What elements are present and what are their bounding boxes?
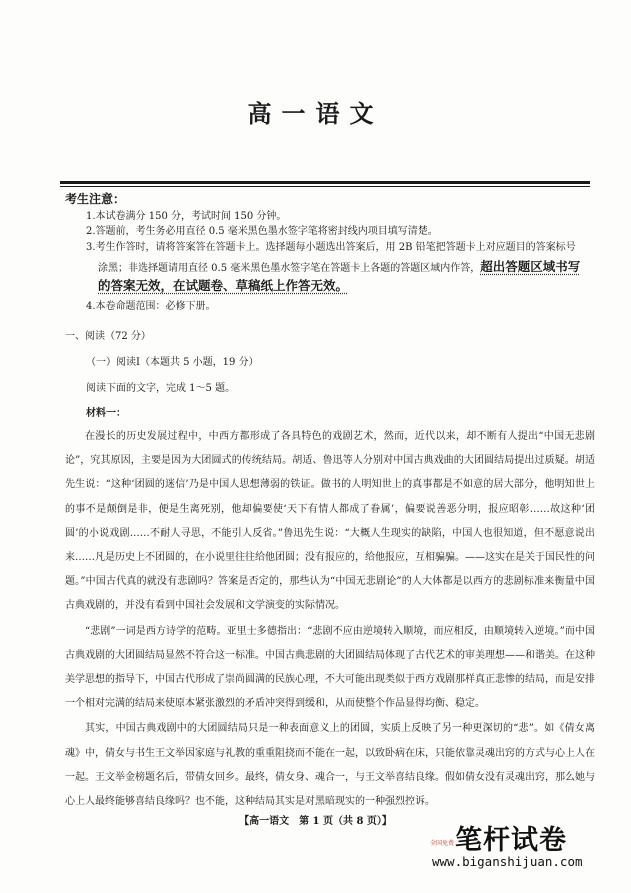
watermark-url: www.biganshijuan.com: [432, 854, 583, 869]
page-footer: 【高一语文 第 1 页（共 8 页）】: [239, 816, 392, 827]
notice-item-1: 1.本试卷满分 150 分，考试时间 150 分钟。: [86, 211, 287, 222]
passage-body: [65, 425, 595, 815]
material-label: 材料一：: [86, 408, 126, 419]
notice-item-2: 2.答题前，考生务必用直径 0.5 毫米黑色墨水签字笔将密封线内项目填写清楚。: [86, 226, 438, 237]
notice-item-3: 3.考生作答时，请将答案答在答题卡上。选择题每小题选出答案后，用 2B 铅笔把答题卡上对应题目的答案标号: [86, 242, 576, 253]
header-rule-thick: [60, 181, 590, 184]
notice-item-3-emphasis: 超出答题区域书写: [480, 259, 581, 274]
passage-paragraph: 在漫长的历史发展过程中，中西方都形成了各具特色的戏剧艺术，然而，近代以来，却不断有人提出“中国无悲剧论”，究其原因，主要是因为大团圆式的传统结局。胡适、鲁迅等人分别对中国古典戏曲的大团圆结局提出过质疑。胡适先生说：“这种‘团圆的迷信’乃是中国人思想薄弱的铁证。做书的人明知世上的真事都是不如意的居大部分，他明知世上的事不是颠倒是非，便是生离死别，他却偏要使‘天下有情人都成了眷属’，偏要说善恶分明，报应昭彰……故这种‘团圆’的小说戏剧……不耐人寻思，不能引人反省。”鲁迅先生说：“大概人生现实的缺陷，中国人也很知道，但不愿意说出来……凡是历史上不团圆的，在小说里往往给他团圆；没有报应的，给他报应，互相骗骗。——这实在是关于国民性的问题。”中国古代真的就没有悲剧吗？答案是否定的，那些认为“中国无悲剧论”的人大体都是以西方的悲剧标准来衡量中国古典戏剧的，并没有看到中国社会发展和文学演变的实际情况。: [65, 431, 595, 612]
passage-paragraph: 其实，中国古典戏剧中的大团圆结局只是一种表面意义上的团圆，实质上反映了另一种更深切的“悲”。如《倩女离魂》中，倩女与书生王文举因家庭与礼教的重重阻挠而不能在一起，以致卧病在床，只能依靠灵魂出窍的方式与心上人在一起。王文举金榜题名后，带倩女回乡。最终，倩女身、魂合一，与王文举喜结良缘。假如倩女没有灵魂出窍，那么她与心上人最终能够喜结良缘吗？也不能，这种结局其实是对黑暗现实的一种强烈控诉。: [65, 723, 595, 808]
watermark-logo: 笔杆试卷: [455, 825, 567, 856]
notice-item-3-line-2: [98, 260, 598, 276]
passage-paragraph: “悲剧”一词是西方诗学的范畴。亚里士多德指出：“悲剧不应由逆境转入顺境，而应相反，由顺境转入逆境。”而中国古典戏剧的大团圆结局显然不符合这一标准。中国古典悲剧的大团圆结局体现了古代艺术的审美理想——和谐美。在这种美学思想的指导下，中国古代形成了崇尚圆满的民族心理，不大可能出现类似于西方戏剧那样真正悲惨的结局，而是安排一个相对完满的结局来使原本紧张激烈的矛盾冲突得到缓和，从而使整个作品显得均衡、稳定。: [65, 625, 595, 710]
header-rule-thin: [60, 186, 590, 187]
subsection-heading: （一）阅读Ⅰ（本题共 5 小题，19 分）: [86, 357, 259, 368]
page-title: 高一语文: [247, 99, 384, 128]
notice-item-4: 4.本卷命题范围：必修下册。: [86, 301, 216, 312]
section-heading: 一、阅读（72 分）: [65, 331, 151, 342]
notice-heading: 考生注意：: [65, 192, 126, 206]
reading-instruction: 阅读下面的文字，完成 1～5 题。: [86, 383, 236, 394]
notice-item-3-text: 涂黑；非选择题请用直径 0.5 毫米黑色墨水签字笔在答题卡上各题的答题区域内作答，: [98, 263, 481, 274]
notice-item-3-line-3: 的答案无效，在试题卷、草稿纸上作答无效。: [98, 278, 349, 293]
watermark-tag: 全国免费: [430, 840, 455, 847]
